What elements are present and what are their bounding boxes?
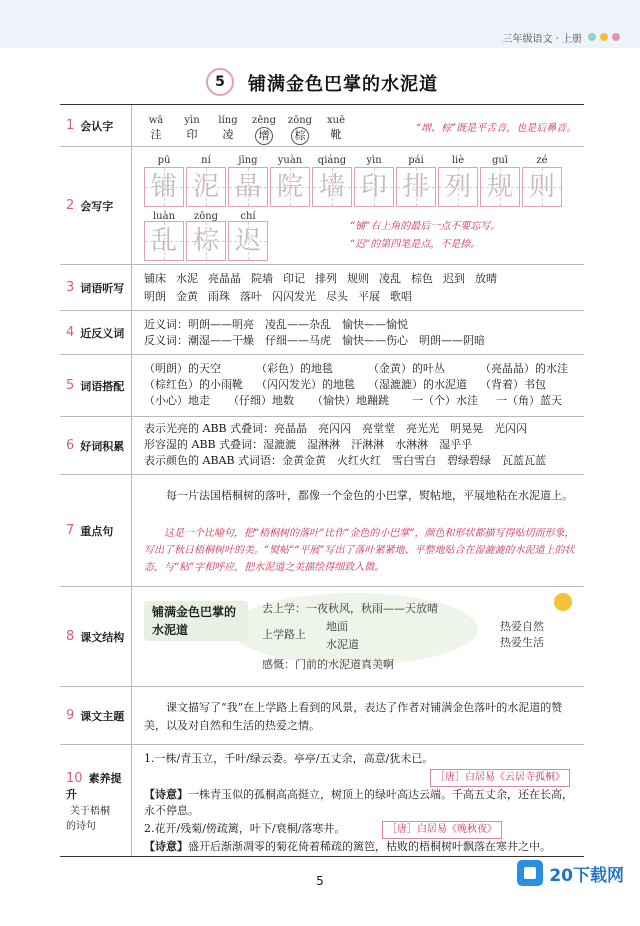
row-key-sentence: 7 重点句 每一片法国梧桐树的落叶，都像一个金色的小巴掌，熨帖地，平展地粘在水泥道上。 这是一个比喻句，把“梧桐树的落叶”比作“金色的小巴掌”，颜色和形状都描写得贴切而形象，写出了秋日梧桐树叶的美。“熨帖”“平展”写出了落叶紧紧地、平整地贴合在湿漉漉的水泥道上的状态，与“粘”字相呼应，把水泥道之美描绘得细致入微。 bbox=[60, 475, 584, 587]
lesson-title: 铺满金色巴掌的水泥道 bbox=[248, 74, 438, 95]
key-sentence: 每一片法国梧桐树的落叶，都像一个金色的小巴掌，熨帖地，平展地粘在水泥道上。 bbox=[166, 489, 573, 502]
note: “增、棕”既是平舌音，也是后鼻音。 bbox=[416, 123, 577, 134]
lesson-number: 5 bbox=[206, 68, 234, 96]
row-theme: 9 课文主题 课文描写了“我”在上学路上看到的风景，表达了作者对铺满金色落叶的水泥道的赞美，以及对自然和生活的热爱之情。 bbox=[60, 687, 584, 745]
row-dictation: 3 词语听写 铺床 水泥 亮晶晶 院墙 印记 排列 规则 凌乱 棕色 迟到 放晴 明朗 金黄 雨珠 落叶 闪闪发光 尽头 平展 歌唱 bbox=[60, 265, 584, 311]
study-table bbox=[60, 104, 584, 857]
row-collocations: 5 词语搭配 （明朗）的天空 （彩色）的地毯 （金黄）的叶丛 （亮晶晶）的水洼 （棕红色）的小雨靴 （闪闪发光）的地毯 （湿漉漉）的水泥道 （背着）书包 （小心）地走 （仔细）地数 （愉快）地蹦跳 一（个）水洼 一（角）蓝天 bbox=[60, 355, 584, 417]
row-vocabulary: 6 好词积累 表示光亮的 ABB 式叠词：亮晶晶 亮闪闪 亮堂堂 亮光光 明晃晃 光闪闪 形容湿的 ABB 式叠词：湿漉漉 湿淋淋 汗淋淋 水淋淋 湿乎乎 表示颜色的 ABAB 式词语：金黄金黄 火红火红 雪白雪白 碧绿碧绿 瓦蓝瓦蓝 bbox=[60, 417, 584, 475]
dot-icon bbox=[600, 33, 608, 41]
page-number: 5 bbox=[316, 874, 324, 888]
poem-source: ［唐］白居易《晚秋夜》 bbox=[382, 821, 502, 839]
poem-line: 1.一株∕青玉立，千叶∕绿云委。亭亭∕五丈余，高意∕犹未已。 bbox=[144, 752, 434, 765]
note: “迟”的第四笔是点，不是捺。 bbox=[350, 239, 481, 250]
theme-text: 课文描写了“我”在上学路上看到的风景，表达了作者对铺满金色落叶的水泥道的赞美，以及对自然和生活的热爱之情。 bbox=[144, 701, 563, 732]
poem-line: 2.花开∕残菊∕傍疏篱，叶下∕衰桐∕落寒井。 bbox=[144, 822, 346, 835]
decor-dots bbox=[588, 33, 620, 41]
pinyin-row: wā yìn líng zēng zōng xuē bbox=[148, 115, 345, 126]
watermark: 20下载网 bbox=[517, 860, 624, 886]
row-recognize: 1 会认字 wā yìn líng zēng zōng xuē 洼 印 凌 增 棕 靴 “增、棕”既是平舌音，也是后鼻音。 bbox=[60, 105, 584, 147]
sentence-analysis: 这是一个比喻句，把“梧桐树的落叶”比作“金色的小巴掌”，颜色和形状都描写得贴切而形象，写出了秋日梧桐树叶的美。“熨帖”“平展”写出了落叶紧紧地、平整地贴合在湿漉漉的水泥道上的状态，与“粘”字相呼应，把水泥道之美描绘得细致入微。 bbox=[144, 528, 575, 573]
dot-icon bbox=[612, 33, 620, 41]
poem-source: ［唐］白居易《云居寺孤桐》 bbox=[430, 769, 570, 787]
cube-logo-icon bbox=[517, 860, 543, 886]
structure-title-box: 铺满金色巴掌的水泥道 bbox=[144, 601, 248, 641]
row-synonyms: 4 近反义词 近义词：明朗——明亮 凌乱——杂乱 愉快——愉悦 反义词：潮湿——干燥 仔细——马虎 愉快——伤心 明朗——阴暗 bbox=[60, 311, 584, 355]
writing-grid: 铺 泥 晶 院 墙 印 排 列 规 则 bbox=[144, 167, 562, 207]
top-banner bbox=[0, 0, 640, 48]
row-structure: 8 课文结构 铺满金色巴掌的水泥道 去上学：一夜秋风，秋雨——天放晴 上学路上 地面 水泥道 感慨：门前的水泥道真美啊 热爱自然 热爱生活 bbox=[60, 587, 584, 687]
char-row: 洼 印 凌 增 棕 靴 bbox=[138, 127, 354, 145]
note: “铺”右上角的最后一点不要忘写。 bbox=[350, 221, 501, 232]
row-write: 2 会写字 pū ní jīng yuàn qiáng yìn pái liè guī zé 铺 泥 晶 院 墙 印 排 列 规 则 luàn zōng chí 乱 棕 迟 “铺”右上角的最后一点不要忘写。 “迟”的第四笔是点，不是捺。 bbox=[60, 147, 584, 265]
dot-icon bbox=[588, 33, 596, 41]
sun-icon bbox=[554, 593, 572, 611]
grade-label: 三年级语文 · 上册 bbox=[502, 34, 582, 45]
row-literacy: 10 素养提升 关于梧桐 的诗句 1.一株∕青玉立，千叶∕绿云委。亭亭∕五丈余，高意∕犹未已。 ［唐］白居易《云居寺孤桐》 【诗意】一株青玉似的孤桐高高挺立，树顶上的绿叶高达云端。千高五丈余，还在长高，永不停息。 2.花开∕残菊∕傍疏篱，叶下∕衰桐∕落寒井。 ［唐］白居易《晚秋夜》 【诗意】盛开后渐渐凋零的菊花倚着稀疏的篱笆，枯败的梧桐树叶飘落在寒井之中。 bbox=[60, 745, 584, 857]
lesson-header bbox=[0, 66, 640, 100]
writing-grid: 乱 棕 迟 bbox=[144, 221, 268, 261]
